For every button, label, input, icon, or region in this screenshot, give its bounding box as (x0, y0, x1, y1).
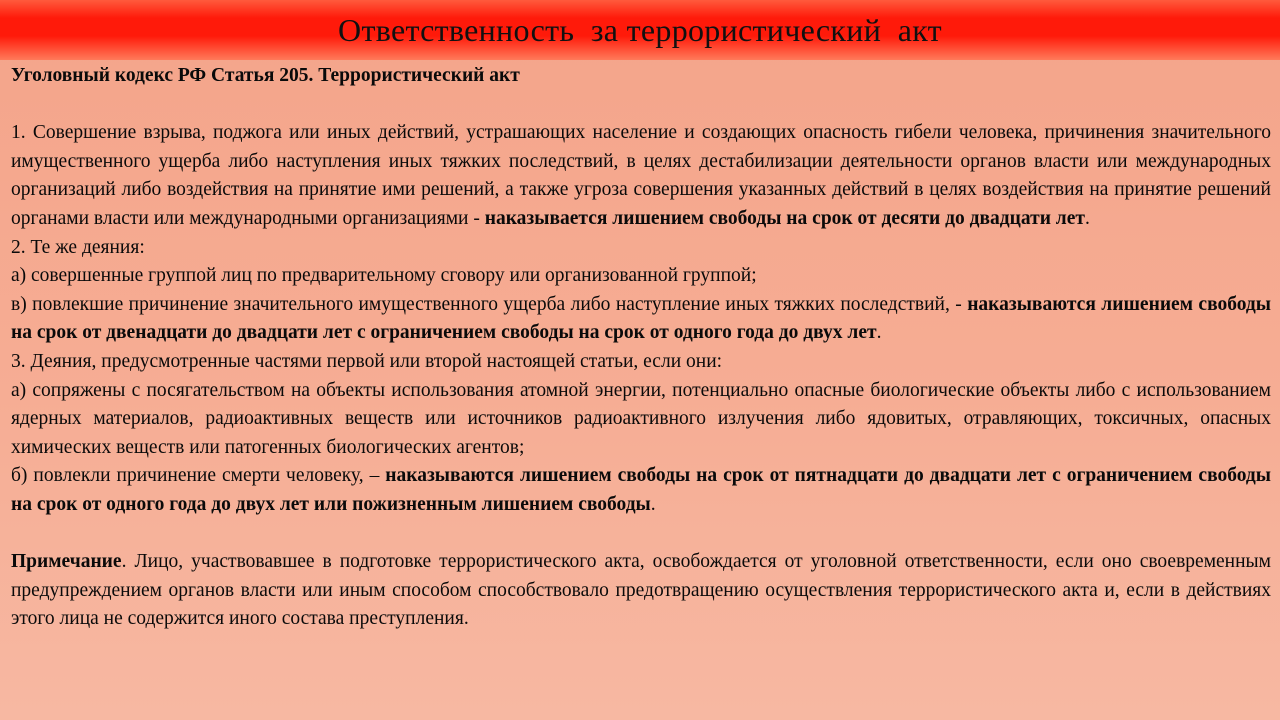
note-paragraph (11, 548, 1271, 634)
paragraph-1-penalty: наказывается лишением свободы на срок от десяти до двадцати лет (484, 207, 1085, 229)
slide-title: Ответственность за террористический акт (338, 11, 942, 48)
paragraph-2b (11, 291, 1271, 348)
paragraph-1-text: 1. Совершение взрыва, поджога или иных действий, устрашающих население и создающих опасность гибели человека, причинения значительного имущественного ущерба либо наступления иных тяжких последствий, в целях дестабилизации деятельности органов власти или международных организаций либо воздействия на принятие ими решений, а также угроза совершения указанных действий в целях воздействия на принятие решений органами власти или международными организациями - (11, 122, 1271, 229)
paragraph-3b-penalty: наказываются лишением свободы на срок от пятнадцати до двадцати лет с ограничением свободы на срок от одного года до двух лет или пожизненным лишением свободы (11, 465, 1271, 515)
paragraph-2b-text: в) повлекшие причинение значительного имущественного ущерба либо наступление иных тяжких последствий, - (11, 293, 968, 315)
paragraph-3b (11, 462, 1271, 519)
paragraph-2b-end: . (876, 322, 882, 344)
spacer (11, 520, 1271, 549)
paragraph-3b-end: . (650, 493, 656, 515)
title-bar (0, 0, 1280, 60)
paragraph-3b-text: б) повлекли причинение смерти человеку, – (11, 465, 386, 487)
paragraph-1 (11, 119, 1271, 233)
article-heading-text: Уголовный кодекс РФ Статья 205. Террористический акт (11, 65, 520, 86)
note-label: Примечание (11, 551, 122, 573)
article-heading (11, 62, 1271, 91)
paragraph-2b-penalty: наказываются лишением свободы на срок от двенадцати до двадцати лет с ограничением свободы на срок от одного года до двух лет (11, 293, 1271, 344)
note-text: . Лицо, участвовавшее в подготовке террористического акта, освобождается от уголовной ответственности, если оно своевременным предупреждением органов власти или иным способом способствовало предотвращению осуществления террористического акта и, если в действиях этого лица не содержится иного состава преступления. (11, 551, 1271, 630)
spacer (11, 91, 1271, 120)
paragraph-2: 2. Те же деяния: (11, 236, 145, 258)
paragraph-3: 3. Деяния, предусмотренные частями первой или второй настоящей статьи, если они: (11, 350, 723, 372)
paragraph-2a: а) совершенные группой лиц по предварительному сговору или организованной группой; (11, 265, 757, 287)
article-body (11, 62, 1271, 634)
paragraph-1-end: . (1084, 207, 1090, 229)
paragraph-3a: а) сопряжены с посягательством на объекты использования атомной энергии, потенциально опасные биологические объекты либо с использованием ядерных материалов, радиоактивных веществ или источников радиоактивного излучения либо ядовитых, отравляющих, токсичных, опасных химических веществ или патогенных биологических агентов; (11, 379, 1271, 458)
